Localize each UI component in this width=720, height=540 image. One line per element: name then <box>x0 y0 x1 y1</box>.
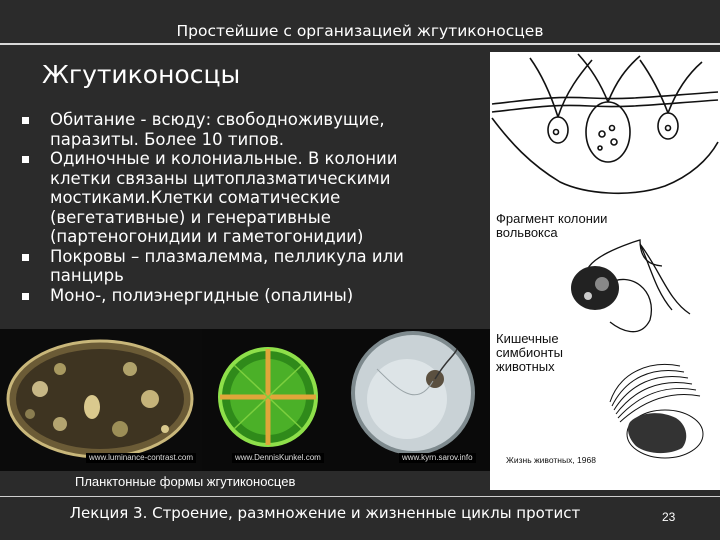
photo-credit-3: www.kyrn.sarov.info <box>399 453 476 463</box>
header-divider <box>0 43 720 45</box>
drawings-panel <box>490 52 720 490</box>
oval-protist-image <box>0 329 202 471</box>
bullet-text: Моно-, полиэнергидные (опалины) <box>50 285 354 305</box>
volvox-colony-drawing <box>490 52 720 212</box>
colony-label: Фрагмент колонии вольвокса <box>496 211 608 240</box>
bullet-item <box>22 247 462 286</box>
photo-credit-1: www.luminance-contrast.com <box>86 453 196 463</box>
slide-header <box>0 0 720 46</box>
photo-green-cell <box>202 329 337 471</box>
photo-round-cell <box>337 329 490 471</box>
bullet-square-icon <box>22 254 29 261</box>
photos-caption: Планктонные формы жгутиконосцев <box>75 474 296 489</box>
green-cell-image <box>202 329 337 471</box>
bullet-square-icon <box>22 117 29 124</box>
photo-oval-protist <box>0 329 202 471</box>
bullet-square-icon <box>22 156 29 163</box>
bullet-list <box>22 110 462 305</box>
bullet-text: Покровы – плазмалемма, пелликула или панцирь <box>50 246 404 285</box>
bullet-item <box>22 286 462 306</box>
bullet-item <box>22 110 462 149</box>
footer-lecture-title: Лекция 3. Строение, размножение и жизненные циклы протист <box>69 504 581 522</box>
photo-credit-2: www.DennisKunkel.com <box>232 453 324 463</box>
bullet-item <box>22 149 462 247</box>
header-title: Простейшие с организацией жгутиконосцев <box>176 22 544 40</box>
bullet-text: Одиночные и колониальные. В колонии клетки связаны цитоплазматическими мостиками.Клетки соматические (вегетативные) и генеративные (партеногонидии и гаметогонидии) <box>50 149 398 246</box>
drawing-credit: Жизнь животных, 1968 <box>506 455 596 465</box>
round-cell-image <box>337 329 490 471</box>
bullet-text: Обитание - всюду: свободноживущие, паразиты. Более 10 типов. <box>50 110 385 149</box>
hypermastigote-drawing <box>590 352 720 462</box>
footer-divider <box>0 496 720 497</box>
symbionts-label: Кишечные симбионты животных <box>496 331 563 374</box>
slide-title: Жгутиконосцы <box>42 60 241 89</box>
bullet-square-icon <box>22 293 29 300</box>
page-number: 23 <box>662 510 676 524</box>
